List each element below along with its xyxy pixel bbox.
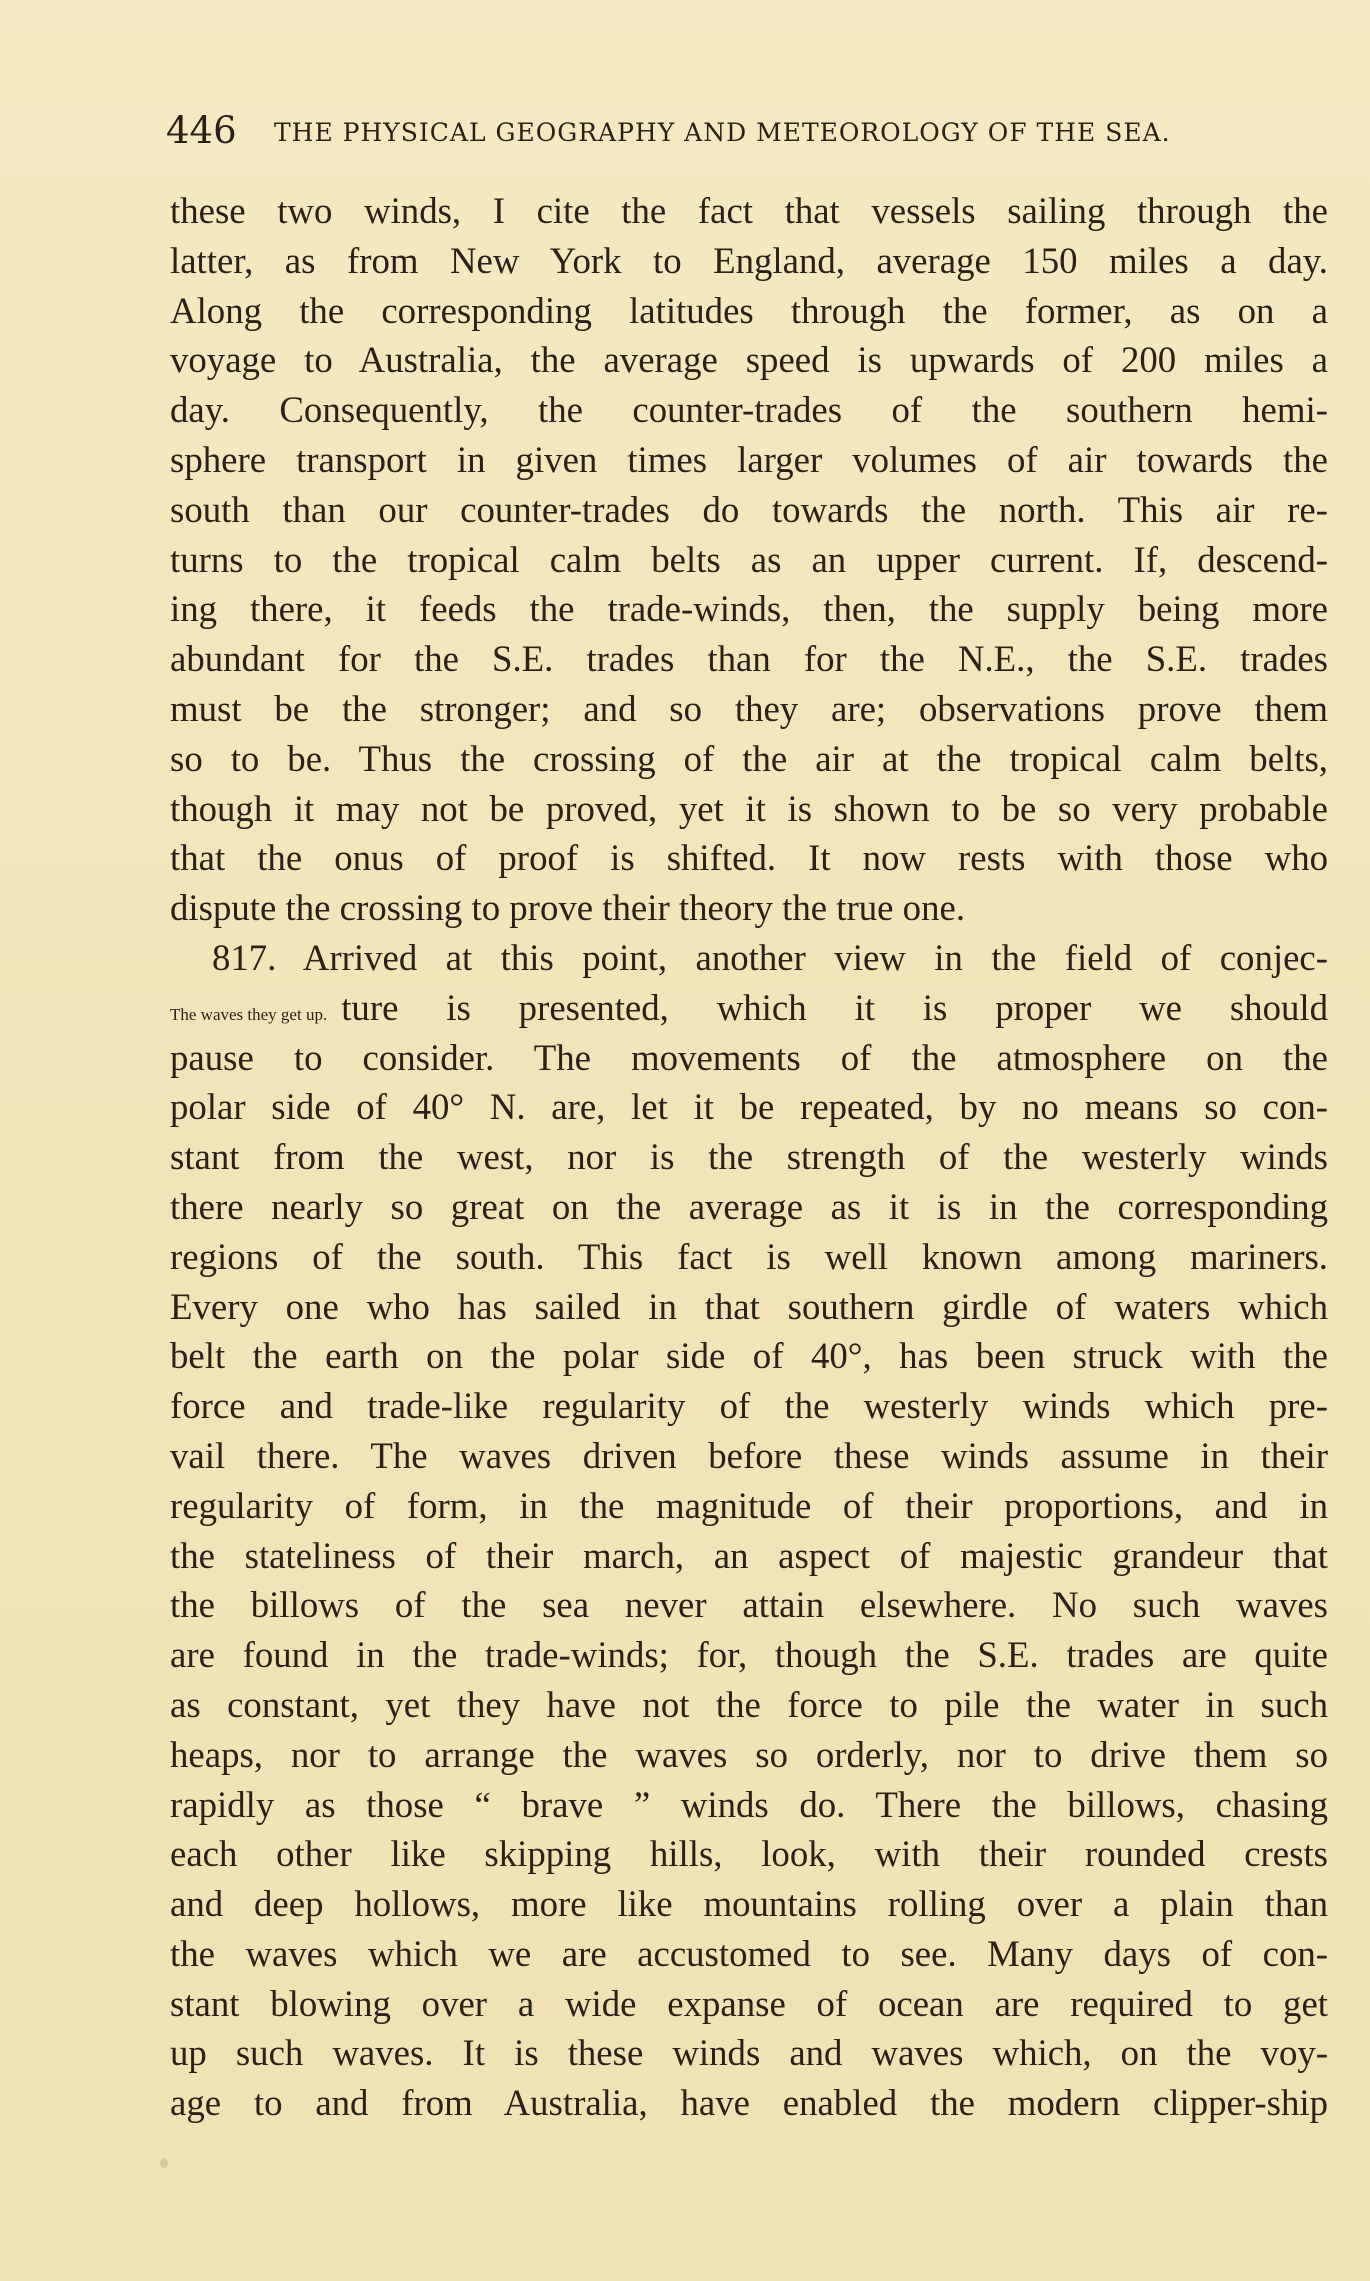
body-text xyxy=(170,186,1328,2128)
text-line: there nearly so great on the average as it is in the corresponding xyxy=(170,1185,1328,1227)
text-line: belt the earth on the polar side of 40°, has been struck with the xyxy=(170,1335,1328,1377)
page-header xyxy=(166,106,1256,156)
text-line: latter, as from New York to England, average 150 miles a day. xyxy=(170,239,1328,281)
text-line: that the onus of proof is shifted. It now rests with those who xyxy=(170,837,1328,879)
text-line-with-sidenote xyxy=(170,983,1328,1033)
text-line: up such waves. It is these winds and waves which, on the voy- xyxy=(170,2032,1328,2074)
text-line: turns to the tropical calm belts as an upper current. If, descend- xyxy=(170,538,1328,580)
text-line: stant from the west, nor is the strength of the westerly winds xyxy=(170,1136,1328,1178)
text-line: Every one who has sailed in that southern girdle of waters which xyxy=(170,1285,1328,1327)
text-line: the stateliness of their march, an aspect of majestic grandeur that xyxy=(170,1534,1328,1576)
paper-speck xyxy=(160,2158,168,2168)
text-line: south than our counter-trades do towards the north. This air re- xyxy=(170,488,1328,530)
text-line: are found in the trade-winds; for, though the S.E. trades are quite xyxy=(170,1634,1328,1676)
paragraph-817-start: 817. Arrived at this point, another view in the field of conjec- xyxy=(212,936,1328,978)
running-title: THE PHYSICAL GEOGRAPHY AND METEOROLOGY OF THE SEA. xyxy=(274,118,1171,147)
text-line: each other like skipping hills, look, with their rounded crests xyxy=(170,1833,1328,1875)
text-line: pause to consider. The movements of the atmosphere on the xyxy=(170,1036,1328,1078)
text-line: day. Consequently, the counter-trades of the southern hemi- xyxy=(170,389,1328,431)
text-line: though it may not be proved, yet it is shown to be so very probable xyxy=(170,787,1328,829)
text-line: ing there, it feeds the trade-winds, then, the supply being more xyxy=(170,588,1328,630)
text-line: regions of the south. This fact is well known among mariners. xyxy=(170,1235,1328,1277)
text-line: age to and from Australia, have enabled the modern clipper-ship xyxy=(170,2082,1328,2124)
text-line: rapidly as those “ brave ” winds do. There the billows, chasing xyxy=(170,1783,1328,1825)
text-line: the waves which we are accustomed to see. Many days of con- xyxy=(170,1932,1328,1974)
text-line: these two winds, I cite the fact that vessels sailing through the xyxy=(170,190,1328,231)
text-line: dispute the crossing to prove their theory the true one. xyxy=(170,887,966,929)
margin-sidenote: The waves they get up. xyxy=(170,1004,328,1024)
page-number: 446 xyxy=(166,109,237,152)
text-line: must be the stronger; and so they are; observations prove them xyxy=(170,687,1328,729)
text-line: sphere transport in given times larger volumes of air towards the xyxy=(170,438,1328,480)
text-line: Along the corresponding latitudes through the former, as on a xyxy=(170,289,1328,331)
text-line: polar side of 40° N. are, let it be repeated, by no means so con- xyxy=(170,1086,1328,1128)
text-line: so to be. Thus the crossing of the air at the tropical calm belts, xyxy=(170,737,1328,779)
text-line: ture is presented, which it is proper we should xyxy=(341,986,1328,1028)
text-line: stant blowing over a wide expanse of ocean are required to get xyxy=(170,1982,1328,2024)
text-line: regularity of form, in the magnitude of their proportions, and in xyxy=(170,1484,1328,1526)
text-line: abundant for the S.E. trades than for the N.E., the S.E. trades xyxy=(170,638,1328,680)
text-line: force and trade-like regularity of the westerly winds which pre- xyxy=(170,1385,1328,1427)
text-line: the billows of the sea never attain elsewhere. No such waves xyxy=(170,1584,1328,1626)
text-line: as constant, yet they have not the force to pile the water in such xyxy=(170,1683,1328,1725)
text-line: and deep hollows, more like mountains rolling over a plain than xyxy=(170,1883,1328,1925)
text-line: vail there. The waves driven before these winds assume in their xyxy=(170,1434,1328,1476)
text-line: heaps, nor to arrange the waves so orderly, nor to drive them so xyxy=(170,1733,1328,1775)
text-line: voyage to Australia, the average speed is upwards of 200 miles a xyxy=(170,339,1328,381)
